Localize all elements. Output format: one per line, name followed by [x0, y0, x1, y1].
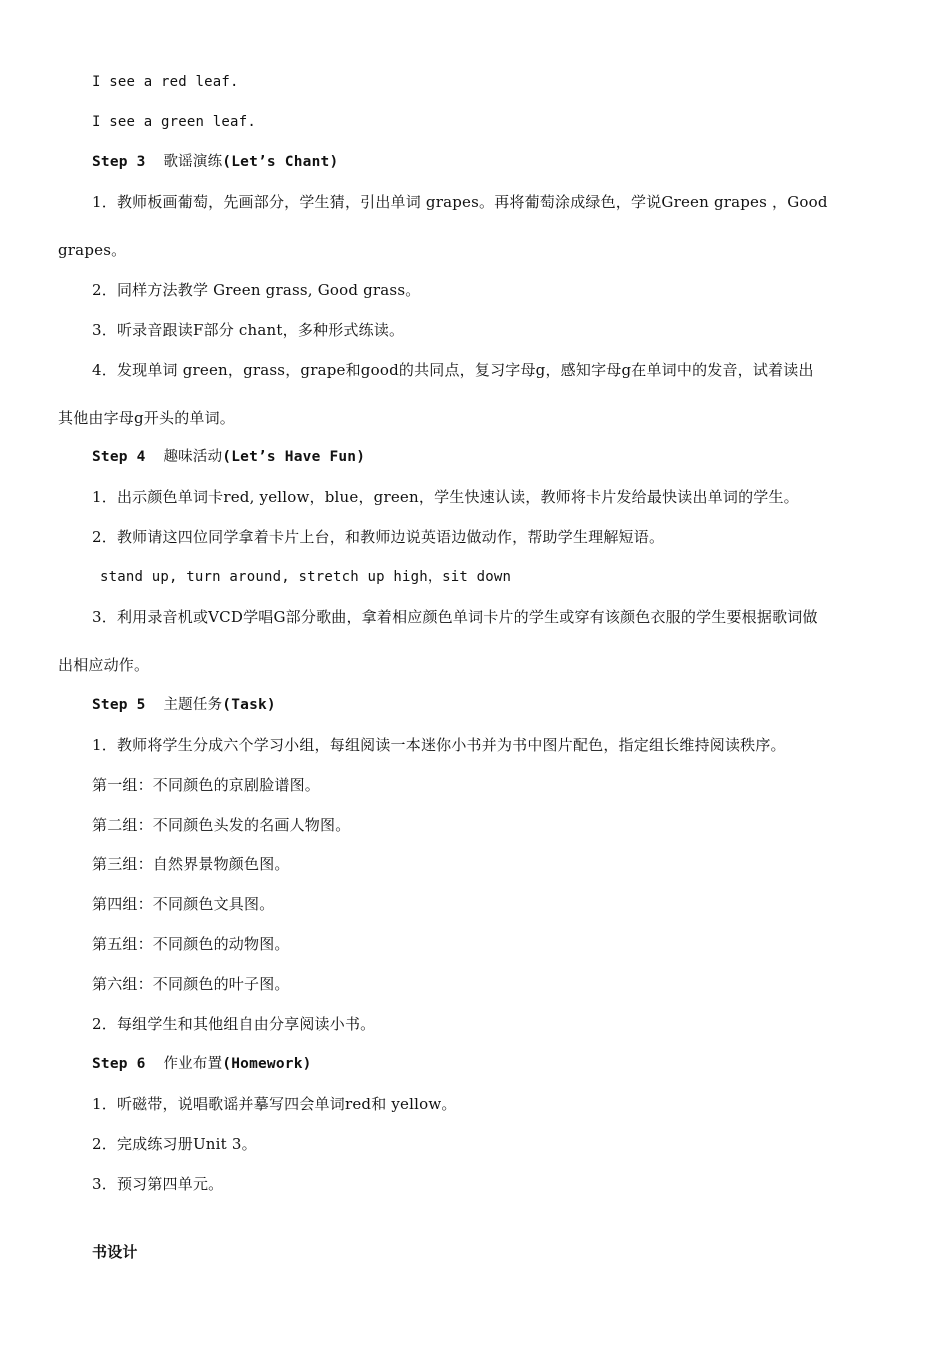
step3-item1-line1: 1．教师板画葡萄，先画部分，学生猜，引出单词 grapes。再将葡萄涂成绿色，学说Green grapes ，Good [92, 193, 828, 211]
step4-item3-line1: 3．利用录音机或VCD学唱G部分歌曲，拿着相应颜色单词卡片的学生或穿有该颜色衣服的学生要根据歌词做 [92, 608, 818, 626]
step6-heading [92, 1054, 312, 1074]
step3-label: Step 3 [92, 154, 146, 170]
board-design-heading: 书设计 [92, 1243, 138, 1261]
step6-item1: 1．听磁带，说唱歌谣并摹写四会单词red和 yellow。 [92, 1095, 457, 1113]
step4-phrases: stand up, turn around, stretch up high，sit down [100, 569, 512, 585]
step4-label: Step 4 [92, 449, 146, 465]
step4-item2: 2．教师请这四位同学拿着卡片上台，和教师边说英语边做动作，帮助学生理解短语。 [92, 528, 665, 546]
step5-item2: 2．每组学生和其他组自由分享阅读小书。 [92, 1015, 376, 1033]
step5-heading [92, 695, 276, 715]
step3-title: 歌谣演练 [163, 154, 223, 170]
step5-group4: 第四组：不同颜色文具图。 [92, 895, 275, 913]
step4-item1: 1．出示颜色单词卡red, yellow，blue，green，学生快速认读，教师将卡片发给最快读出单词的学生。 [92, 488, 799, 506]
step3-title-en: (Let’s Chant) [222, 154, 339, 170]
step6-title-en: (Homework) [222, 1056, 312, 1072]
step6-item3: 3．预习第四单元。 [92, 1175, 224, 1193]
chant-line-red-leaf: I see a red leaf. [92, 74, 239, 90]
step3-item3: 3．听录音跟读F部分 chant，多种形式练读。 [92, 321, 405, 339]
step5-group5: 第五组：不同颜色的动物图。 [92, 935, 290, 953]
step4-heading [92, 447, 365, 467]
step6-item2: 2．完成练习册Unit 3。 [92, 1135, 257, 1153]
step5-item1: 1．教师将学生分成六个学习小组，每组阅读一本迷你小书并为书中图片配色，指定组长维持阅读秩序。 [92, 736, 786, 754]
step6-label: Step 6 [92, 1056, 146, 1072]
step5-title-en: (Task) [222, 697, 276, 713]
step6-title: 作业布置 [163, 1056, 223, 1072]
step5-group6: 第六组：不同颜色的叶子图。 [92, 975, 290, 993]
step5-title: 主题任务 [163, 697, 223, 713]
chant-line-green-leaf: I see a green leaf. [92, 114, 256, 130]
step5-group3: 第三组：自然界景物颜色图。 [92, 855, 290, 873]
step4-title-en: (Let’s Have Fun) [222, 449, 366, 465]
step3-item2: 2．同样方法教学 Green grass, Good grass。 [92, 281, 421, 299]
step4-title: 趣味活动 [163, 449, 223, 465]
step3-item4-line2: 其他由字母g开头的单词。 [58, 409, 236, 427]
step3-item1-line2: grapes。 [58, 241, 127, 259]
step5-group2: 第二组：不同颜色头发的名画人物图。 [92, 816, 351, 834]
step3-heading [92, 152, 338, 172]
step4-item3-line2: 出相应动作。 [58, 656, 150, 674]
step5-label: Step 5 [92, 697, 146, 713]
step3-item4-line1: 4．发现单词 green，grass，grape和good的共同点，复习字母g，感知字母g在单词中的发音，试着读出 [92, 361, 814, 379]
step5-group1: 第一组：不同颜色的京剧脸谱图。 [92, 776, 321, 794]
